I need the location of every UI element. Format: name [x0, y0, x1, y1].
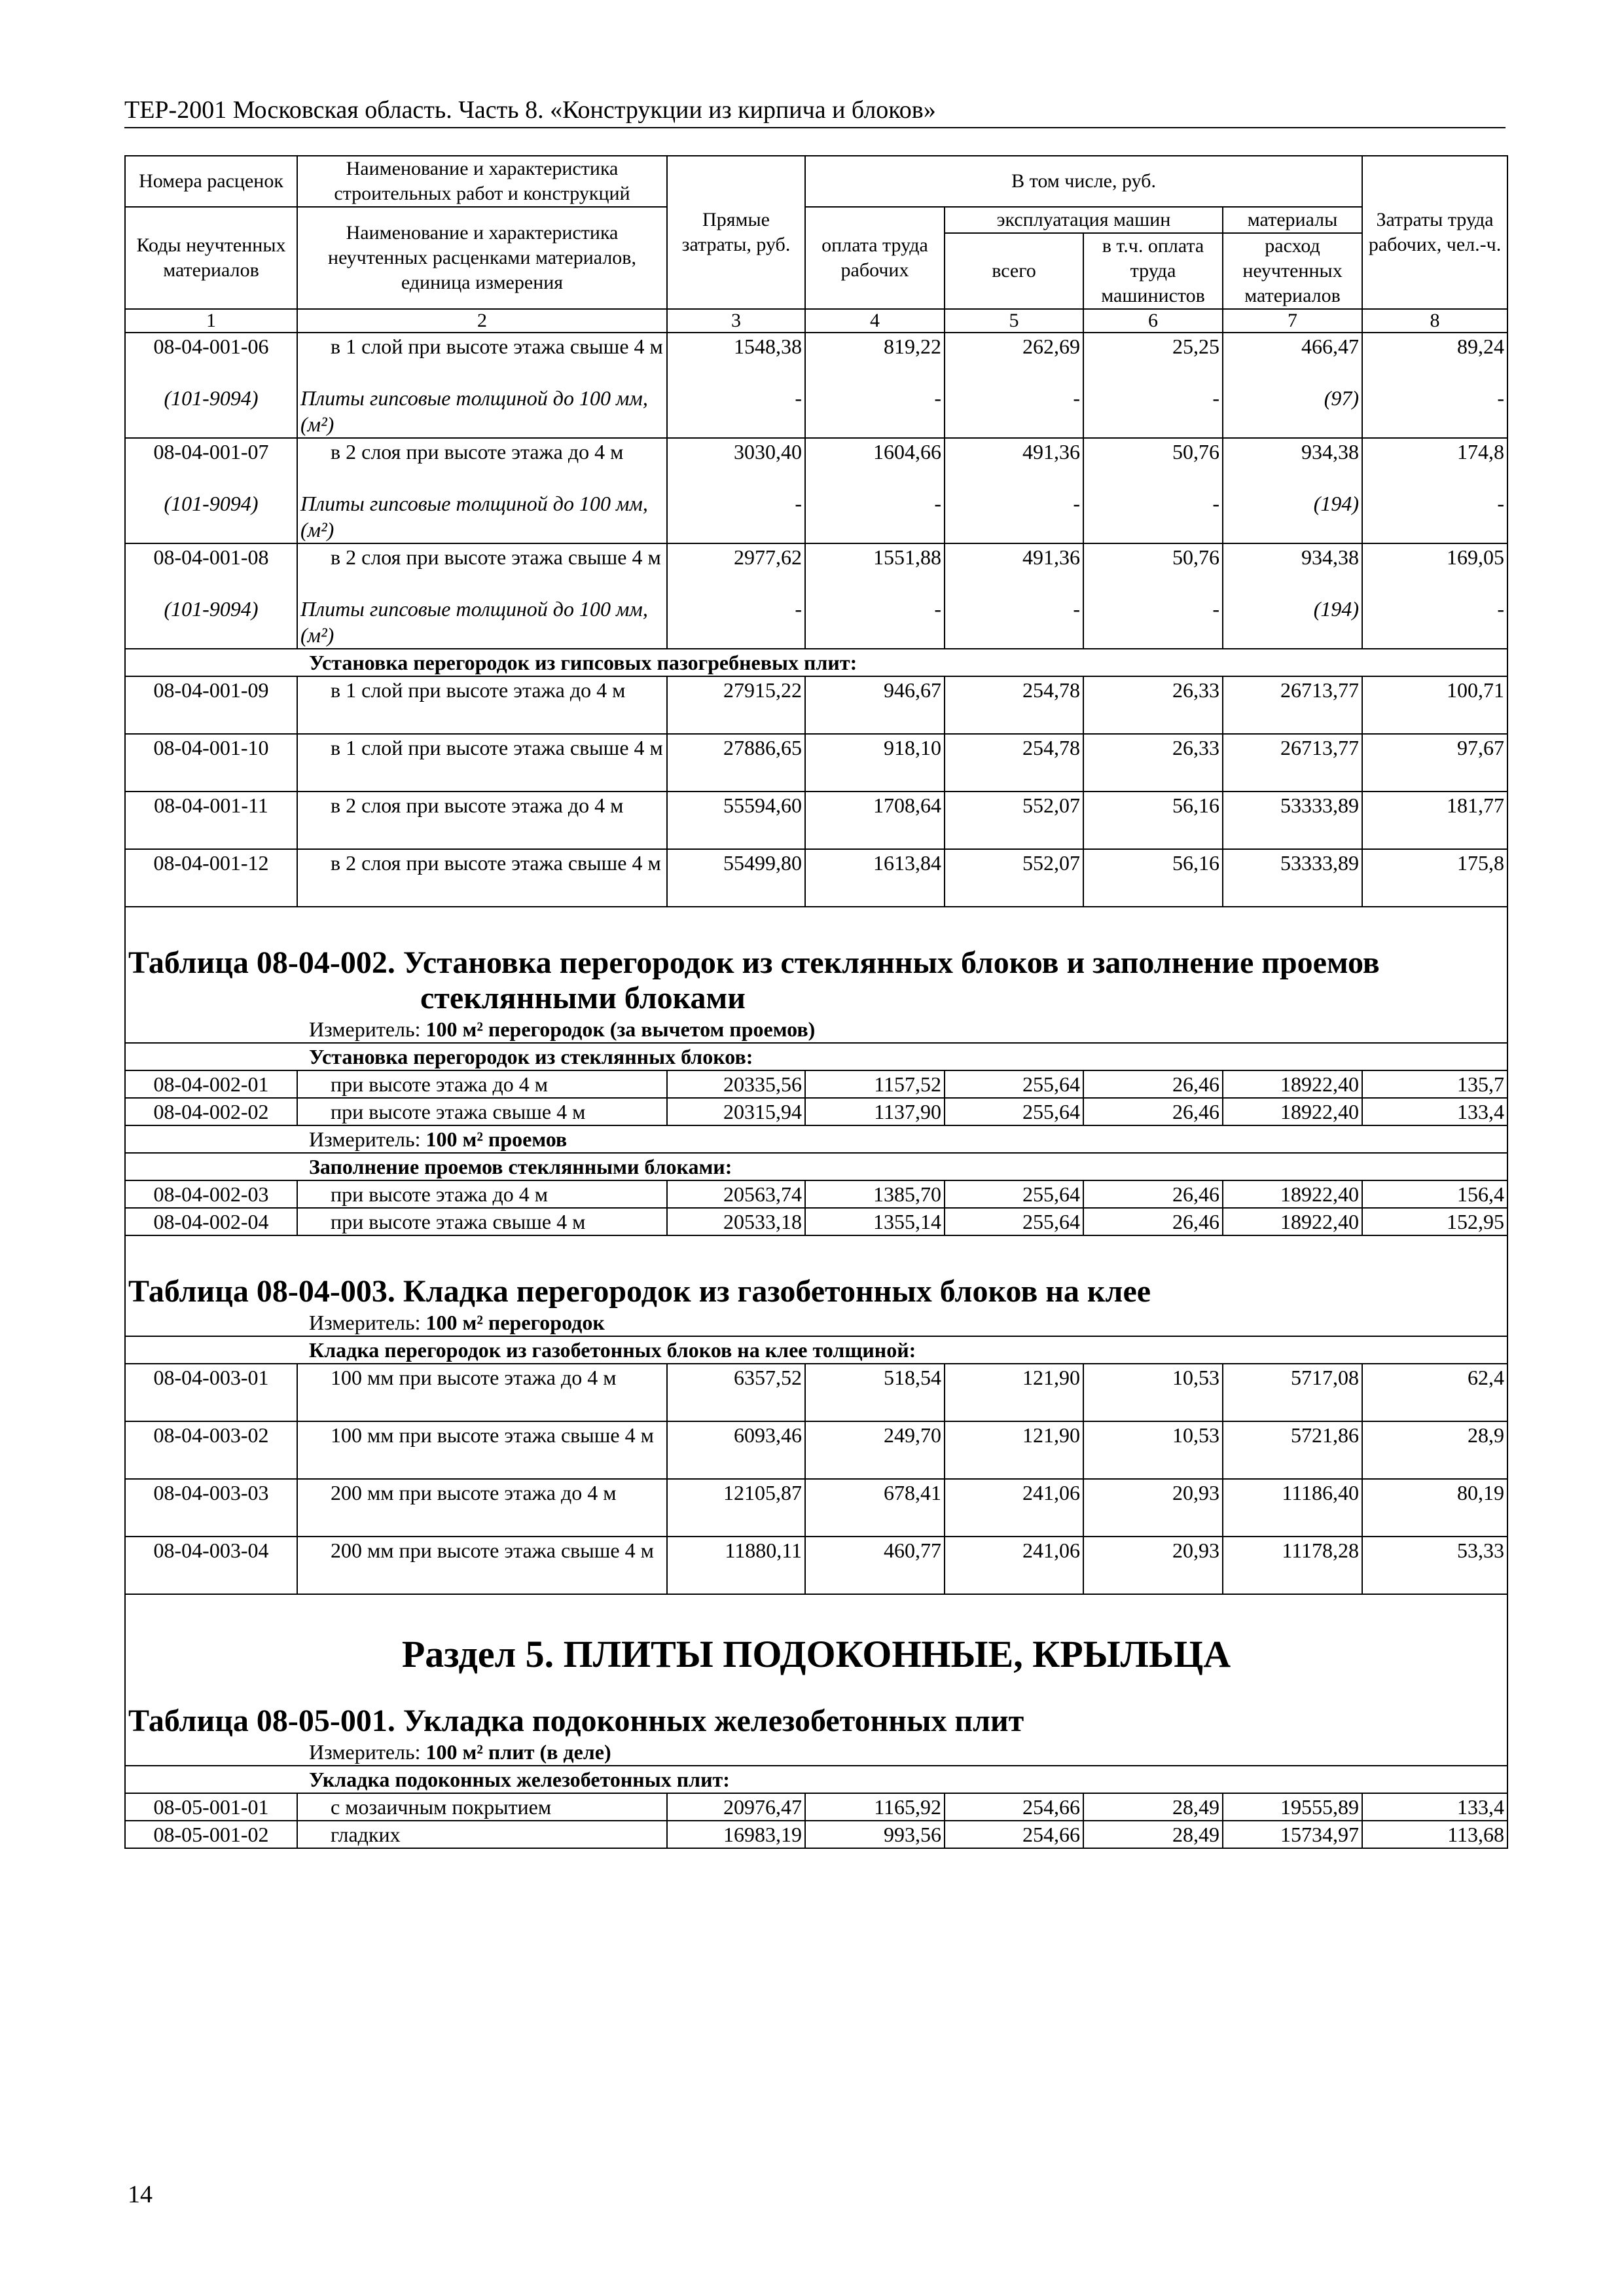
rate-value: 254,66 — [945, 1821, 1083, 1848]
rate-value: 254,78 — [945, 676, 1083, 734]
col-head-4: оплата труда рабочих — [805, 207, 945, 309]
rate-value: 26,46 — [1083, 1208, 1223, 1235]
measure-label: Измеритель: — [309, 1017, 421, 1041]
rate-code: 08-04-003-04 — [125, 1537, 297, 1594]
rate-value: 255,64 — [945, 1180, 1083, 1208]
rate-value: 3030,40 — [667, 438, 805, 490]
col-head-3: Прямые затраты, руб. — [667, 156, 805, 309]
rate-value: 18922,40 — [1223, 1098, 1362, 1125]
rate-value: 255,64 — [945, 1098, 1083, 1125]
measure-label: Измеритель: — [309, 1740, 421, 1764]
subsection-row — [125, 1153, 1507, 1180]
rate-value: 20335,56 — [667, 1070, 805, 1098]
material-value: - — [667, 596, 805, 649]
subsection-row — [125, 649, 1507, 676]
rate-value: 133,4 — [1362, 1793, 1507, 1821]
material-name: Плиты гипсовые толщиной до 100 мм, (м²) — [297, 596, 667, 649]
measure-row — [125, 1739, 1507, 1766]
material-value: (194) — [1223, 596, 1362, 649]
rate-value: 6357,52 — [667, 1364, 805, 1421]
rate-value: 518,54 — [805, 1364, 945, 1421]
rate-name: в 2 слоя при высоте этажа свыше 4 м — [297, 849, 667, 907]
rate-value: 20976,47 — [667, 1793, 805, 1821]
rate-value: 55594,60 — [667, 792, 805, 849]
rate-value: 11880,11 — [667, 1537, 805, 1594]
col-head-2b: Наименование и характеристика неучтенных расценками материалов, единица измерения — [297, 207, 667, 309]
col-index: 5 — [945, 309, 1083, 333]
rate-value: 27915,22 — [667, 676, 805, 734]
material-value: - — [805, 385, 945, 438]
rate-value: 19555,89 — [1223, 1793, 1362, 1821]
col-index: 2 — [297, 309, 667, 333]
rate-value: 50,76 — [1083, 543, 1223, 596]
rate-value: 169,05 — [1362, 543, 1507, 596]
table-title: Таблица 08-04-003. Кладка перегородок из газобетонных блоков на клее — [125, 1235, 1507, 1309]
rate-value: 53,33 — [1362, 1537, 1507, 1594]
rate-row — [125, 1208, 1507, 1235]
material-value: - — [945, 596, 1083, 649]
rate-name: гладких — [297, 1821, 667, 1848]
rate-row — [125, 543, 1507, 596]
material-row — [125, 385, 1507, 438]
measure-row — [125, 1125, 1507, 1153]
subsection-row — [125, 1336, 1507, 1364]
rates-table — [124, 155, 1508, 1849]
rate-row — [125, 1364, 1507, 1421]
rate-value: 156,4 — [1362, 1180, 1507, 1208]
rate-value: 1137,90 — [805, 1098, 945, 1125]
rate-name: в 1 слой при высоте этажа свыше 4 м — [297, 333, 667, 385]
rate-value: 460,77 — [805, 1537, 945, 1594]
subsection-title: Укладка подоконных железобетонных плит: — [125, 1766, 1507, 1793]
table-title-row — [125, 907, 1507, 981]
rate-value: 491,36 — [945, 543, 1083, 596]
rate-value: 11178,28 — [1223, 1537, 1362, 1594]
rate-value: 1355,14 — [805, 1208, 945, 1235]
measure-space — [421, 1017, 426, 1041]
col-head-1b: Коды неучтенных материалов — [125, 207, 297, 309]
rate-value: 50,76 — [1083, 438, 1223, 490]
rate-value: 1548,38 — [667, 333, 805, 385]
measure-row — [125, 1309, 1507, 1336]
col-index: 3 — [667, 309, 805, 333]
material-value: - — [945, 385, 1083, 438]
col-head-6: в т.ч. оплата труда машинистов — [1083, 233, 1223, 309]
main-table-wrap — [124, 155, 1507, 1849]
measure-row — [125, 1016, 1507, 1043]
rate-name: в 1 слой при высоте этажа до 4 м — [297, 676, 667, 734]
rate-value: 491,36 — [945, 438, 1083, 490]
rate-row — [125, 1421, 1507, 1479]
rate-value: 56,16 — [1083, 849, 1223, 907]
rate-value: 255,64 — [945, 1208, 1083, 1235]
rate-value: 241,06 — [945, 1537, 1083, 1594]
rate-value: 80,19 — [1362, 1479, 1507, 1537]
material-value: - — [1362, 596, 1507, 649]
rate-value: 26713,77 — [1223, 734, 1362, 792]
rate-value: 254,78 — [945, 734, 1083, 792]
rate-value: 26,46 — [1083, 1180, 1223, 1208]
rate-name: при высоте этажа до 4 м — [297, 1070, 667, 1098]
rate-name: 100 мм при высоте этажа до 4 м — [297, 1364, 667, 1421]
rate-value: 1604,66 — [805, 438, 945, 490]
material-value: - — [1362, 490, 1507, 543]
subsection-row — [125, 1766, 1507, 1793]
rate-value: 993,56 — [805, 1821, 945, 1848]
rate-value: 5721,86 — [1223, 1421, 1362, 1479]
rate-value: 10,53 — [1083, 1421, 1223, 1479]
material-row — [125, 596, 1507, 649]
rate-value: 254,66 — [945, 1793, 1083, 1821]
col-index: 7 — [1223, 309, 1362, 333]
col-head-1a: Номера расценок — [125, 156, 297, 207]
subsection-title: Установка перегородок из гипсовых пазогребневых плит: — [125, 649, 1507, 676]
material-value: - — [1083, 385, 1223, 438]
rate-value: 241,06 — [945, 1479, 1083, 1537]
measure — [125, 1125, 1507, 1153]
material-name: Плиты гипсовые толщиной до 100 мм, (м²) — [297, 385, 667, 438]
rate-row — [125, 676, 1507, 734]
rate-value: 466,47 — [1223, 333, 1362, 385]
measure-space — [421, 1311, 426, 1334]
rate-name: 200 мм при высоте этажа до 4 м — [297, 1479, 667, 1537]
rate-code: 08-04-001-08 — [125, 543, 297, 596]
rate-row — [125, 849, 1507, 907]
rate-code: 08-04-001-12 — [125, 849, 297, 907]
rate-value: 1613,84 — [805, 849, 945, 907]
measure-value: 100 м² плит (в деле) — [425, 1740, 611, 1764]
rate-value: 255,64 — [945, 1070, 1083, 1098]
rate-value: 121,90 — [945, 1421, 1083, 1479]
rate-code: 08-04-001-07 — [125, 438, 297, 490]
rate-value: 262,69 — [945, 333, 1083, 385]
rate-value: 26,33 — [1083, 734, 1223, 792]
subsection-title: Заполнение проемов стеклянными блоками: — [125, 1153, 1507, 1180]
rate-value: 249,70 — [805, 1421, 945, 1479]
table-title-row — [125, 1235, 1507, 1309]
rate-code: 08-04-001-09 — [125, 676, 297, 734]
measure — [125, 1309, 1507, 1336]
subsection-row — [125, 1043, 1507, 1070]
col-head-7: расход неучтенных материалов — [1223, 233, 1362, 309]
rate-value: 27886,65 — [667, 734, 805, 792]
measure-space — [421, 1740, 426, 1764]
rate-value: 89,24 — [1362, 333, 1507, 385]
table-title: Таблица 08-05-001. Укладка подоконных железобетонных плит — [125, 1704, 1507, 1739]
rate-value: 175,8 — [1362, 849, 1507, 907]
rate-value: 133,4 — [1362, 1098, 1507, 1125]
material-value: - — [1083, 596, 1223, 649]
rate-value: 53333,89 — [1223, 792, 1362, 849]
rate-name: с мозаичным покрытием — [297, 1793, 667, 1821]
rate-code: 08-04-001-11 — [125, 792, 297, 849]
rate-value: 121,90 — [945, 1364, 1083, 1421]
rate-value: 26,46 — [1083, 1098, 1223, 1125]
material-name: Плиты гипсовые толщиной до 100 мм, (м²) — [297, 490, 667, 543]
rate-row — [125, 734, 1507, 792]
rate-value: 174,8 — [1362, 438, 1507, 490]
rate-value: 97,67 — [1362, 734, 1507, 792]
material-code: (101-9094) — [125, 385, 297, 438]
col-head-mach: эксплуатация машин — [945, 207, 1223, 233]
rate-value: 1708,64 — [805, 792, 945, 849]
rate-value: 1385,70 — [805, 1180, 945, 1208]
rate-row — [125, 1098, 1507, 1125]
material-value: (97) — [1223, 385, 1362, 438]
rate-value: 26,33 — [1083, 676, 1223, 734]
rate-name: в 2 слоя при высоте этажа до 4 м — [297, 792, 667, 849]
subsection-title: Установка перегородок из стеклянных блоков: — [125, 1043, 1507, 1070]
rate-value: 5717,08 — [1223, 1364, 1362, 1421]
material-value: - — [667, 385, 805, 438]
rate-code: 08-04-001-10 — [125, 734, 297, 792]
rate-row — [125, 1070, 1507, 1098]
col-head-incl: В том числе, руб. — [805, 156, 1362, 207]
material-code: (101-9094) — [125, 490, 297, 543]
rate-code: 08-04-002-03 — [125, 1180, 297, 1208]
rate-value: 18922,40 — [1223, 1208, 1362, 1235]
col-index: 8 — [1362, 309, 1507, 333]
measure — [125, 1739, 1507, 1766]
rate-value: 819,22 — [805, 333, 945, 385]
material-value: - — [667, 490, 805, 543]
rate-name: 100 мм при высоте этажа свыше 4 м — [297, 1421, 667, 1479]
rate-code: 08-04-002-04 — [125, 1208, 297, 1235]
material-row — [125, 490, 1507, 543]
measure-value: 100 м² проемов — [425, 1127, 568, 1151]
rate-value: 56,16 — [1083, 792, 1223, 849]
material-value: - — [1362, 385, 1507, 438]
rate-code: 08-04-003-02 — [125, 1421, 297, 1479]
rate-value: 1165,92 — [805, 1793, 945, 1821]
rate-code: 08-04-002-02 — [125, 1098, 297, 1125]
table-title-cont: стеклянными блоками — [125, 981, 1507, 1016]
subsection-title: Кладка перегородок из газобетонных блоков на клее толщиной: — [125, 1336, 1507, 1364]
rate-value: 10,53 — [1083, 1364, 1223, 1421]
rate-value: 20563,74 — [667, 1180, 805, 1208]
rate-row — [125, 1479, 1507, 1537]
section-title: Раздел 5. ПЛИТЫ ПОДОКОННЫЕ, КРЫЛЬЦА — [125, 1594, 1507, 1704]
rate-name: 200 мм при высоте этажа свыше 4 м — [297, 1537, 667, 1594]
material-value: - — [805, 490, 945, 543]
rate-code: 08-05-001-02 — [125, 1821, 297, 1848]
rate-value: 62,4 — [1362, 1364, 1507, 1421]
rate-value: 113,68 — [1362, 1821, 1507, 1848]
rate-name: при высоте этажа до 4 м — [297, 1180, 667, 1208]
rate-row — [125, 1537, 1507, 1594]
rate-value: 15734,97 — [1223, 1821, 1362, 1848]
rate-value: 26713,77 — [1223, 676, 1362, 734]
measure — [125, 1016, 1507, 1043]
section-title-row — [125, 1594, 1507, 1704]
table-title: Таблица 08-04-002. Установка перегородок из стеклянных блоков и заполнение проемов — [125, 907, 1507, 981]
table-title-cont-row — [125, 981, 1507, 1016]
rate-code: 08-04-003-03 — [125, 1479, 297, 1537]
col-index: 1 — [125, 309, 297, 333]
rate-value: 552,07 — [945, 849, 1083, 907]
material-value: - — [1083, 490, 1223, 543]
material-value: - — [945, 490, 1083, 543]
rate-value: 28,49 — [1083, 1821, 1223, 1848]
col-head-8: Затраты труда рабочих, чел.-ч. — [1362, 156, 1507, 309]
rate-row — [125, 333, 1507, 385]
rate-name: при высоте этажа свыше 4 м — [297, 1208, 667, 1235]
rate-code: 08-04-001-06 — [125, 333, 297, 385]
measure-label: Измеритель: — [309, 1311, 421, 1334]
rate-value: 2977,62 — [667, 543, 805, 596]
rate-value: 100,71 — [1362, 676, 1507, 734]
rate-value: 53333,89 — [1223, 849, 1362, 907]
rate-value: 152,95 — [1362, 1208, 1507, 1235]
rate-value: 12105,87 — [667, 1479, 805, 1537]
rate-value: 16983,19 — [667, 1821, 805, 1848]
measure-label: Измеритель: — [309, 1127, 421, 1151]
rate-name: при высоте этажа свыше 4 м — [297, 1098, 667, 1125]
rate-code: 08-05-001-01 — [125, 1793, 297, 1821]
rate-name: в 1 слой при высоте этажа свыше 4 м — [297, 734, 667, 792]
rate-value: 18922,40 — [1223, 1070, 1362, 1098]
rate-value: 11186,40 — [1223, 1479, 1362, 1537]
rate-value: 946,67 — [805, 676, 945, 734]
measure-value: 100 м² перегородок (за вычетом проемов) — [425, 1017, 816, 1041]
rate-value: 25,25 — [1083, 333, 1223, 385]
rate-value: 135,7 — [1362, 1070, 1507, 1098]
rate-row — [125, 792, 1507, 849]
rate-value: 1157,52 — [805, 1070, 945, 1098]
rate-value: 934,38 — [1223, 438, 1362, 490]
rate-name: в 2 слоя при высоте этажа до 4 м — [297, 438, 667, 490]
rate-value: 55499,80 — [667, 849, 805, 907]
rate-value: 918,10 — [805, 734, 945, 792]
measure-value: 100 м² перегородок — [425, 1311, 605, 1334]
rate-row — [125, 1793, 1507, 1821]
running-header: ТЕР-2001 Московская область. Часть 8. «Конструкции из кирпича и блоков» — [124, 96, 1506, 128]
rate-value: 552,07 — [945, 792, 1083, 849]
rate-value: 26,46 — [1083, 1070, 1223, 1098]
col-index: 4 — [805, 309, 945, 333]
col-head-mat: материалы — [1223, 207, 1362, 233]
rate-value: 181,77 — [1362, 792, 1507, 849]
col-index: 6 — [1083, 309, 1223, 333]
material-value: (194) — [1223, 490, 1362, 543]
measure-space — [421, 1127, 426, 1151]
rate-code: 08-04-003-01 — [125, 1364, 297, 1421]
page-number: 14 — [128, 2181, 153, 2208]
table-title-row — [125, 1704, 1507, 1739]
rate-row — [125, 1821, 1507, 1848]
col-head-5: всего — [945, 233, 1083, 309]
rate-value: 6093,46 — [667, 1421, 805, 1479]
rate-value: 678,41 — [805, 1479, 945, 1537]
rate-value: 20,93 — [1083, 1537, 1223, 1594]
material-code: (101-9094) — [125, 596, 297, 649]
rate-value: 934,38 — [1223, 543, 1362, 596]
rate-value: 20,93 — [1083, 1479, 1223, 1537]
rate-value: 28,9 — [1362, 1421, 1507, 1479]
rate-row — [125, 1180, 1507, 1208]
rate-value: 1551,88 — [805, 543, 945, 596]
rate-value: 28,49 — [1083, 1793, 1223, 1821]
rate-value: 18922,40 — [1223, 1180, 1362, 1208]
rate-row — [125, 438, 1507, 490]
rate-value: 20315,94 — [667, 1098, 805, 1125]
col-head-2a: Наименование и характеристика строительных работ и конструкций — [297, 156, 667, 207]
rate-value: 20533,18 — [667, 1208, 805, 1235]
material-value: - — [805, 596, 945, 649]
rate-name: в 2 слоя при высоте этажа свыше 4 м — [297, 543, 667, 596]
rate-code: 08-04-002-01 — [125, 1070, 297, 1098]
